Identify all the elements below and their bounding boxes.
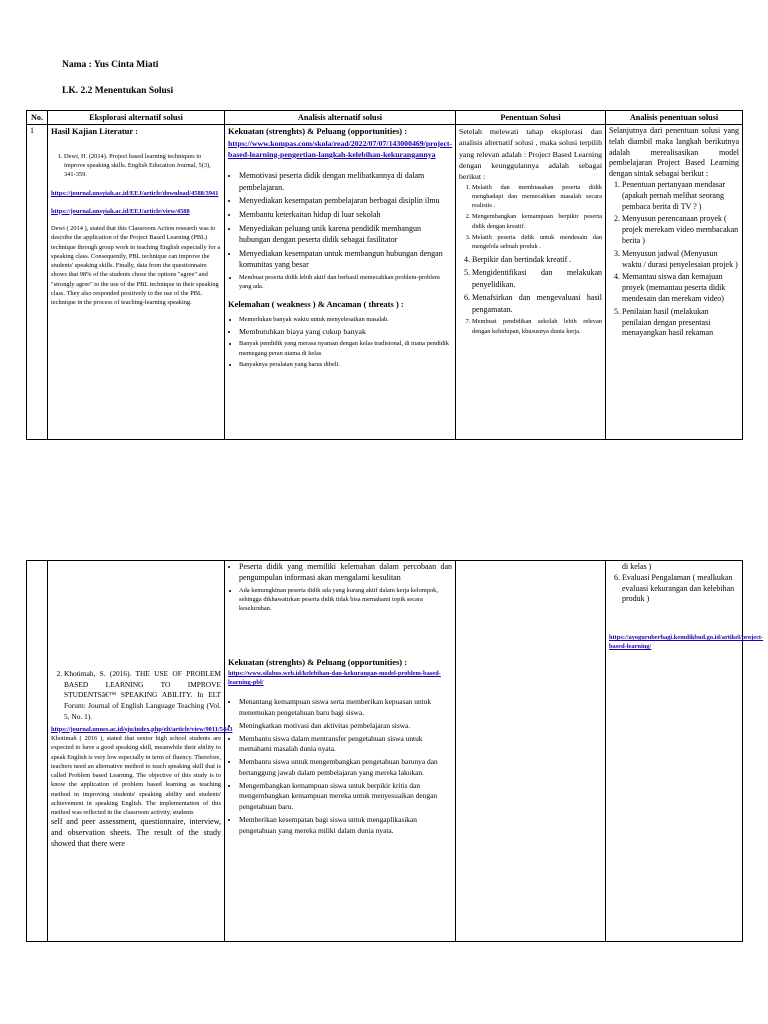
weakness-item: • Membutuhkan biaya yang cukup banyak — [239, 326, 452, 337]
col-header-exploration: Eksplorasi alternatif solusi — [48, 111, 225, 125]
decision-analysis-cell — [606, 125, 743, 440]
reference-1: 1. Dewi, H. (2014). Project based learning techniques to improve speaking skills. English Education Journal, 5(3), 341-359. — [64, 152, 221, 180]
row-number: 1 — [27, 125, 48, 440]
decision-item: 4. Berpikir dan bertindak kreatif . — [472, 254, 602, 266]
reference-list-1 — [51, 152, 221, 180]
strengths-heading-1: Kekuatan (strenghts) & Peluang (opportunities) : — [228, 126, 408, 137]
strength-item: • Membuat peserta didik lebih aktif dan berhasil memecahkan problem-problem yang ada. — [239, 273, 452, 292]
weakness-item: • Ada kemungkinan peserta didik ada yang kurang aktif dalam kerja kelompok, sehingga dikhawatirkan peserta didik tidak bisa memahami topik secara keseluruhan. — [239, 586, 452, 614]
col-header-decision: Penentuan Solusi — [456, 111, 606, 125]
kompas-link[interactable]: https://www.kompas.com/skola/read/2022/07/07/143000469/project-based-learning-pengertian-langkah-kelebihan-kekurangannya — [228, 138, 453, 159]
decision-item: 3. Melatih peserta didik untuk mendesain dan mengelola sebuah produk . — [472, 233, 602, 252]
solution-table-page1 — [26, 110, 743, 440]
strength-item: • Menyediakan peluang unik karena pendidik membangun hubungan dengan peserta didik sebagai fasilitator — [239, 223, 452, 246]
reference-link-view[interactable]: https://journal.unsyiah.ac.id/EEJ/article/view/4588 — [51, 207, 190, 215]
strength-item: • Menantang kemampuan siswa serta memberikan kepuasan untuk menemukan pengetahuan baru bagi siswa. — [239, 697, 452, 718]
weakness-heading: Kelemahan ( weakness ) & Ancaman ( threats ) : — [228, 299, 404, 310]
syntax-step: 3. Menyusun jadwal (Menyusun waktu / durasi penyelesaian projek ) — [622, 249, 739, 271]
weakness-item: • Memerlukan banyak waktu untuk menyelesaikan masalah. — [239, 315, 452, 324]
weakness-item: • Banyak pendidik yang merasa nyaman dengan kelas tradisional, di mana pendidik memegang peran utama di kelas — [239, 339, 452, 358]
analysis-cell-cont — [225, 561, 456, 942]
strength-item: • Memotivasi peserta didik dengan melibatkannya di dalam pembelajaran. — [239, 170, 452, 193]
col-header-analysis: Analisis alternatif solusi — [225, 111, 456, 125]
decision-item: 7. Membuat pendidikan sekolah lebih relevan dengan kehidupan, khususnya dunia kerja. — [472, 317, 602, 336]
syntax-step: 4. Memantau siswa dan kemajuan proyek (memantau peserta didik mendesain dan merekam video) — [622, 272, 739, 304]
decision-item: 2. Mengembangkan kemampuan berpikir peserta didik dengan kreatif. — [472, 212, 602, 231]
decision-intro: Setelah melewati tahap eksplorasi dan analisis alternatif solusi , maka solusi terpilih yang relevan adalah : Project Based Learning dengan keunggulannya adalah sebagai berikut : — [459, 127, 602, 182]
student-name: Nama : Yus Cinta Miati — [62, 60, 159, 70]
abstract-dewi: Dewi ( 2014 ), stated that this Classroom Action research was to describe the application of the Project Based Learning (PBL) technique through group work in teaching English especially for a speaking class. Consequently, PBL technique can improve the students' speaking skills. Finally, data from the questionnaire shows that 98% of the students chose the options "agree" and "strongly agree" to the use of the PBL technique in their speaking class. They also responded positively to the use of the PBL technique in the process of teaching-learning speaking. — [51, 224, 221, 307]
syntax-step: 2. Menyusun perencanaan proyek ( projek merekam video membacakan berita ) — [622, 214, 739, 246]
strength-item: • Meningkatkan motivasi dan aktivitas pembelajaran siswa. — [239, 721, 452, 732]
worksheet-title: LK. 2.2 Menentukan Solusi — [62, 86, 174, 96]
weakness-item: • Banyaknya peralatan yang harus dibeli. — [239, 360, 452, 369]
silabus-link[interactable]: https://www.silabus.web.id/kelebihan-dan-kekurangan-model-problem-based-learning-pbl/ — [228, 669, 441, 687]
strengths-list-2 — [228, 697, 452, 836]
strength-item: • Membantu siswa untuk mengembangkan pengetahuan barunya dan bertanggung jawab dalam pembelajaran yang mereka lakukan. — [239, 757, 452, 778]
decision-item: 5. Mengidentifikasi dan melakukan penyelidikan. — [472, 267, 602, 290]
col-header-no: No. — [27, 111, 48, 125]
syntax-step: 6. Evaluasi Pengalaman ( mealkukan evaluasi kekurangan dan kelebihan produk ) — [622, 573, 739, 605]
strength-item: • Mengembangkan kemampuan siswa untuk berpikir kritis dan mengembangkan kemampuan mereka untuk menyesuaikan dengan pengetahuan baru. — [239, 781, 452, 813]
solution-table-page2 — [26, 560, 764, 942]
decision-item: 1. Melatih dan membiasakan peserta didik menghadapi dan memecahkan masalah secara realistis . — [472, 183, 602, 211]
strength-item: • Membantu keterkaitan hidup di luar sekolah — [239, 209, 452, 221]
strengths-list-1 — [228, 170, 452, 291]
reference-list-2 — [51, 669, 221, 723]
weakness-list-1 — [228, 315, 452, 369]
strengths-heading-2: Kekuatan (strenghts) & Peluang (opportunities) : — [228, 657, 408, 668]
strength-item: • Menyediakan kesempatan untuk membangun hubungan dengan komunitas yang besar — [239, 248, 452, 271]
strength-item: • Membantu siswa dalam mentransfer pengetahuan siswa untuk memahami masalah dunia nyata. — [239, 734, 452, 755]
exploration-cell-cont — [48, 561, 233, 942]
syntax-step: 1. Penentuan pertanyaan mendasar (apakah pernah melihat seorang pembaca berita di TV ? ) — [622, 180, 739, 212]
decision-item: 6. Menafsirkan dan mengevaluasi hasil pengamatan. — [472, 292, 602, 315]
syntax-intro: Selanjutnya dari penentuan solusi yang telah diambil maka langkah berikutnya adalah merealisasikan model pembelajaran Project Based Learning dengan sintak sebagai berikut : — [609, 126, 739, 179]
syntax-step-cont: di kelas ) — [622, 562, 652, 571]
literature-title: Hasil Kajian Literatur : — [51, 126, 138, 137]
weakness-list-2 — [228, 562, 452, 613]
reference-2: 2. Khotimah, S. (2016). THE USE OF PROBLEM BASED LEARNING TO IMPROVE STUDENTSâ€™ SPEAKING ABILITY. In ELT Forum: Journal of English Language Teaching (Vol. 5, No. 1). — [64, 669, 221, 723]
decision-cell — [456, 125, 606, 440]
abstract-khotimah: Khotimah ( 2016 ), stated that senior high school students are expected to have a good speaking skill, meanwhile their ability to speak English is very low especially in term of fluency. Therefore, teachers need an alternative method to teach speaking skill that is called Problem based Learning. The objective of this study is to know the application of problem based learning as teaching method in improving students' speaking ability and students' achievement in speaking English. The implementation of this method was reflected in the classroom activity, students — [51, 734, 221, 817]
decision-analysis-cell-cont — [606, 561, 764, 942]
syntax-step: 5. Penilaian hasil (melakukan penilaian dengan presentasi menayangkan hasil rekaman — [622, 307, 739, 339]
reference-link-download[interactable]: https://journal.unsyiah.ac.id/EEJ/article/download/4588/3941 — [51, 190, 219, 198]
strength-item: • Memberikan kesempatan bagi siswa untuk mengaplikasikan pengetahuan yang mereka miliki dalam dunia nyata. — [239, 815, 452, 836]
col-header-decision-analysis: Analisis penentuan solusi — [606, 111, 743, 125]
syntax-list-cont — [609, 573, 739, 605]
strength-item: • Menyediakan kesempatan pembelajaran berbagai disiplin ilmu — [239, 195, 452, 207]
abstract-khotimah-tail: self and peer assessment, questionnaire, interview, and observation sheets. The result of the study showed that there were — [51, 817, 221, 849]
ayoguru-link[interactable]: https://ayoguruberbagi.kemdikbud.go.id/artikel/project-based-learning/ — [609, 634, 764, 651]
decision-list — [459, 183, 602, 337]
weakness-item: • Peserta didik yang memiliki kelemahan dalam percobaan dan pengumpulan informasi akan mengalami kesulitan — [239, 562, 452, 584]
reference-link-unnes[interactable]: https://journal.unnes.ac.id/sju/index.php/elt/article/view/9011/5443 — [51, 725, 233, 733]
analysis-cell — [225, 125, 456, 440]
syntax-list — [609, 180, 739, 339]
exploration-cell — [48, 125, 225, 440]
